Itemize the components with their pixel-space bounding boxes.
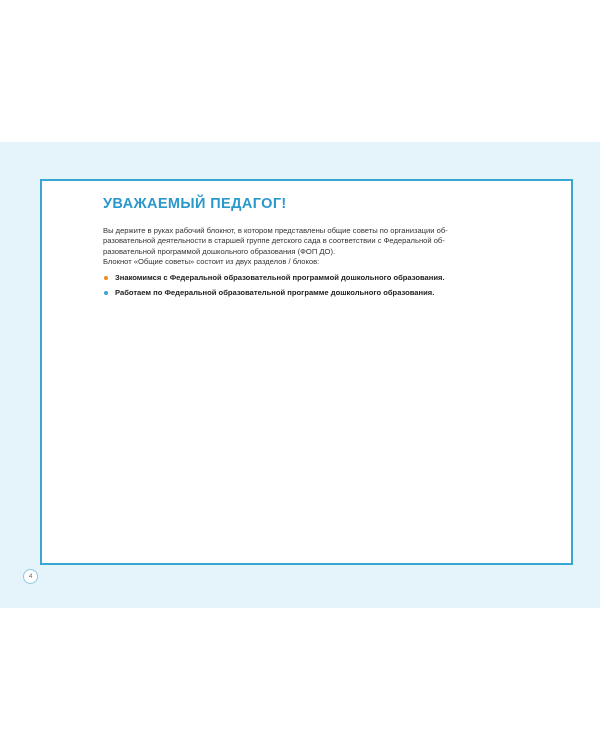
intro-line: Вы держите в руках рабочий блокнот, в котором представлены общие советы по организации об-	[103, 226, 448, 235]
page-title: УВАЖАЕМЫЙ ПЕДАГОГ!	[103, 196, 287, 212]
intro-paragraph	[103, 226, 513, 267]
section-list	[103, 273, 513, 298]
page-number-badge: 4	[23, 569, 38, 584]
intro-line: Блокнот «Общие советы» состоит из двух разделов / блоков:	[103, 256, 320, 266]
content-frame	[40, 179, 573, 565]
blue-bullet-icon	[104, 291, 108, 295]
list-item-section-1	[103, 273, 513, 283]
section-label: Работаем по Федеральной образовательной программе дошкольного образования.	[115, 288, 435, 298]
section-label: Знакомимся с Федеральной образовательной программой дошкольного образования.	[115, 273, 445, 283]
intro-line: разовательной деятельности в старшей группе детского сада в соответствии с Федеральной об-	[103, 236, 445, 246]
orange-bullet-icon	[104, 276, 108, 280]
intro-line: разовательной программой дошкольного образования (ФОП ДО).	[103, 246, 336, 256]
list-item-section-2	[103, 288, 513, 298]
content-block	[103, 195, 513, 303]
